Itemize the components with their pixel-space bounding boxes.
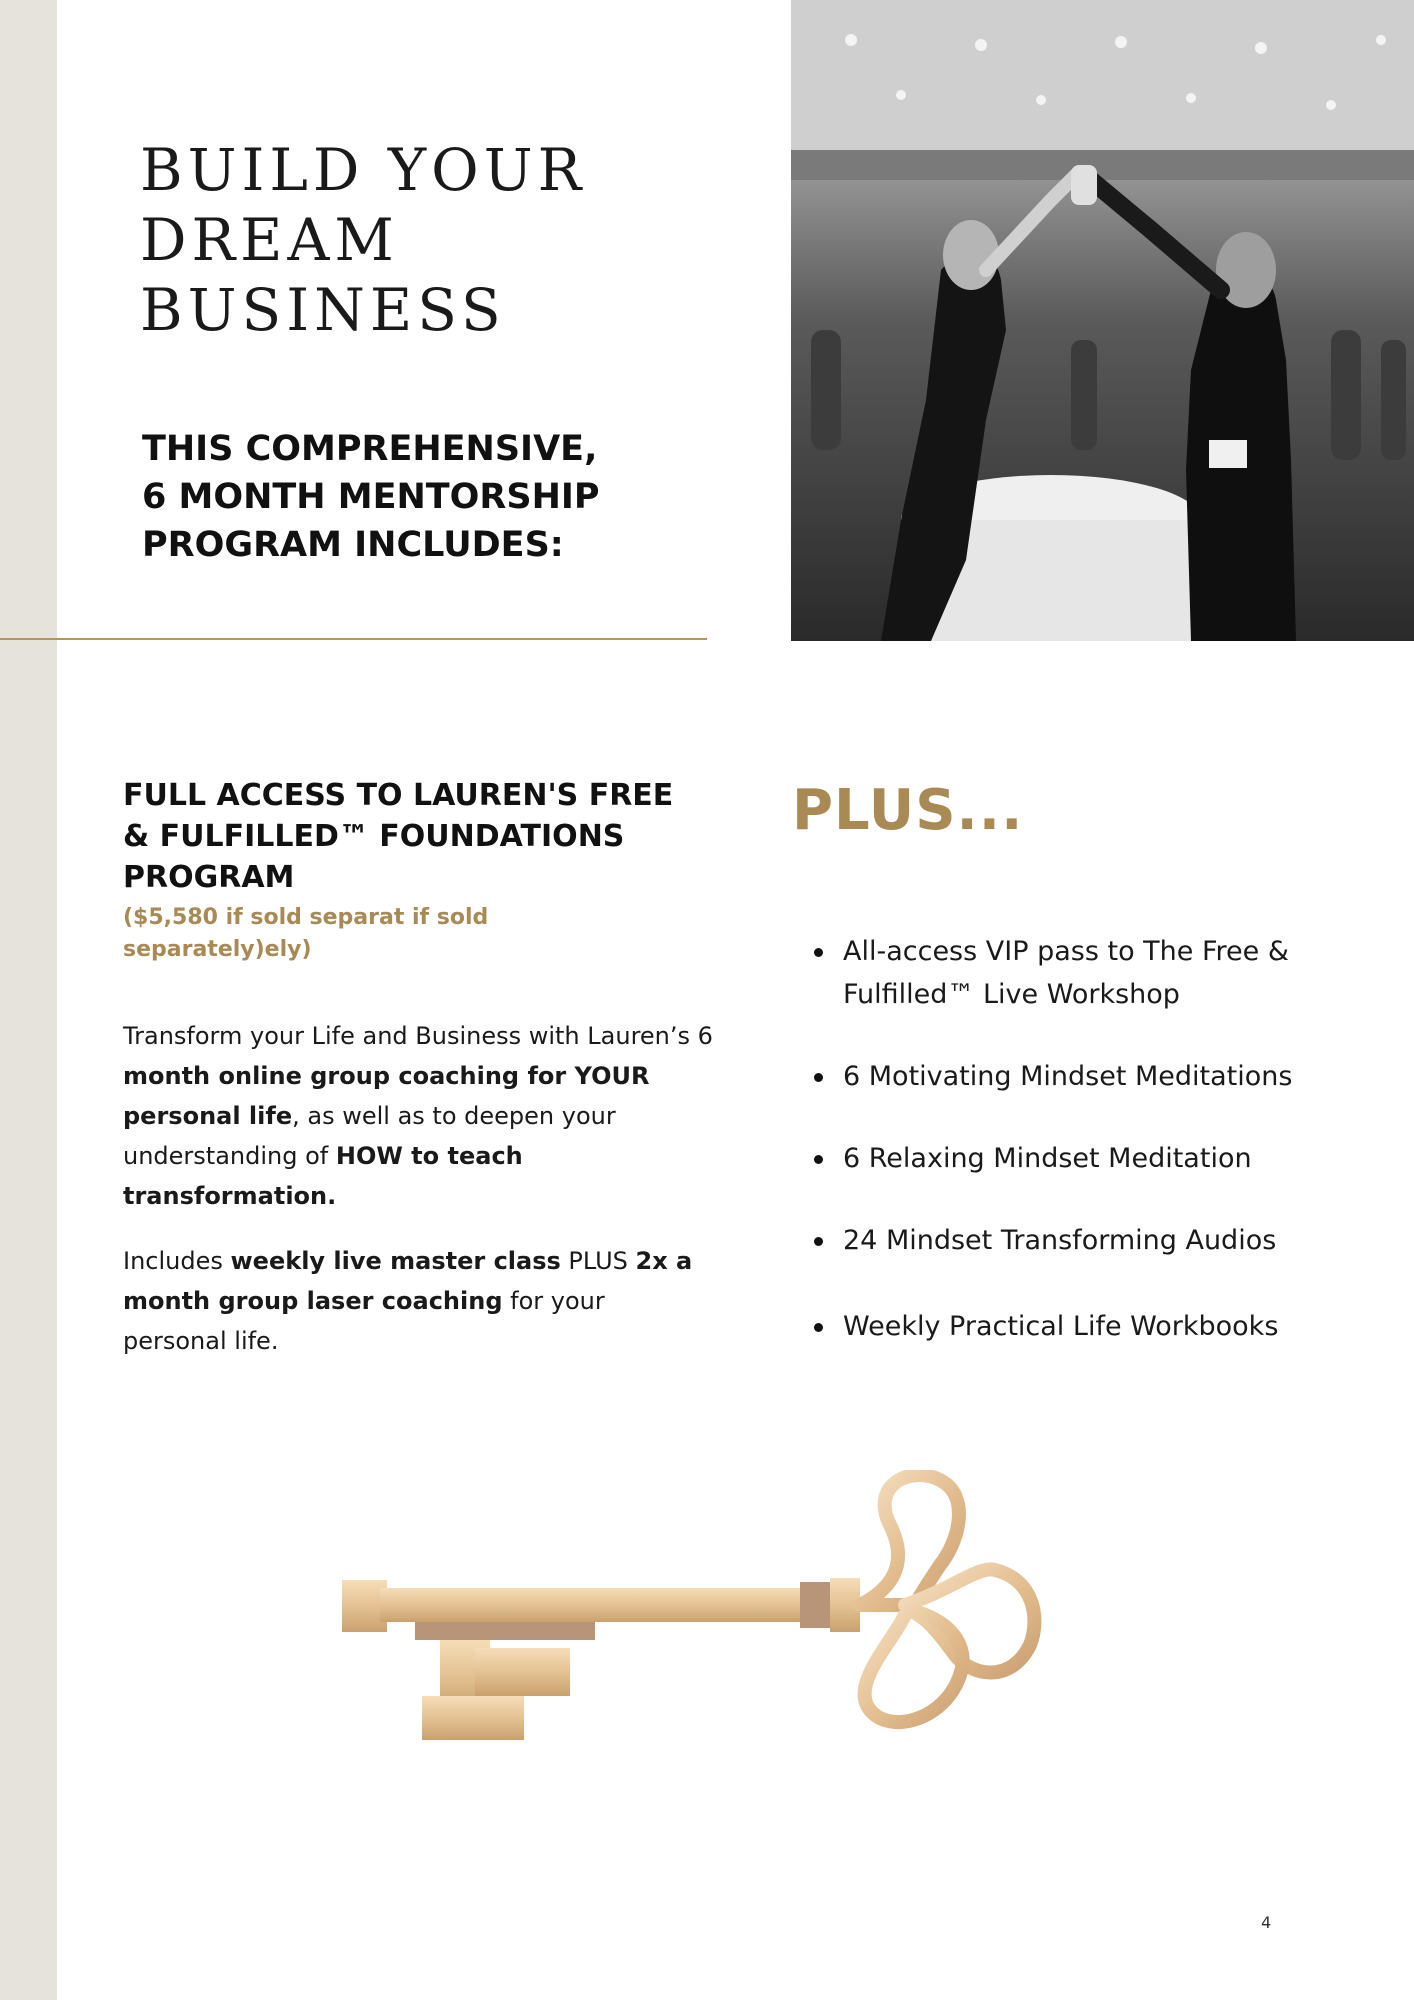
title-line: BUSINESS <box>140 276 506 344</box>
page-subtitle <box>142 425 600 569</box>
subtitle-line: PROGRAM INCLUDES: <box>142 525 564 565</box>
list-item: All-access VIP pass to The Free & Fulfilled™ Live Workshop <box>843 930 1323 1016</box>
title-line: DREAM <box>140 206 399 274</box>
program-includes: Includes weekly live master class PLUS 2x a month group laser coaching for your personal life. <box>123 1247 693 1355</box>
program-heading-line: PROGRAM <box>123 860 295 895</box>
key-illustration <box>330 1470 1080 1750</box>
program-heading-line: & FULFILLED™ FOUNDATIONS <box>123 819 625 854</box>
plus-heading: PLUS... <box>792 778 1024 843</box>
subtitle-line: THIS COMPREHENSIVE, <box>142 429 598 469</box>
list-item: 24 Mindset Transforming Audios <box>843 1219 1323 1262</box>
list-item: 6 Relaxing Mindset Meditation <box>843 1137 1323 1180</box>
price-line: separately)ely) <box>123 937 312 962</box>
program-price <box>123 902 713 966</box>
page-number: 4 <box>1261 1913 1272 1932</box>
divider-rule <box>0 638 707 640</box>
program-section <box>123 775 713 1361</box>
event-photo <box>791 0 1414 641</box>
program-heading-line: FULL ACCESS TO LAUREN'S FREE <box>123 778 674 813</box>
subtitle-line: 6 MONTH MENTORSHIP <box>142 477 600 517</box>
program-heading <box>123 775 713 898</box>
price-line: ($5,580 if sold separat if sold <box>123 905 489 930</box>
list-item: Weekly Practical Life Workbooks <box>843 1305 1323 1348</box>
page-title <box>140 135 586 345</box>
side-band <box>0 0 57 2000</box>
title-line: BUILD YOUR <box>140 136 587 204</box>
list-item: 6 Motivating Mindset Meditations <box>843 1055 1323 1098</box>
program-description: Transform your Life and Business with Lauren’s 6 month online group coaching for YOUR personal life, as well as to deepen your understanding of HOW to teach transformation. <box>123 1022 713 1210</box>
